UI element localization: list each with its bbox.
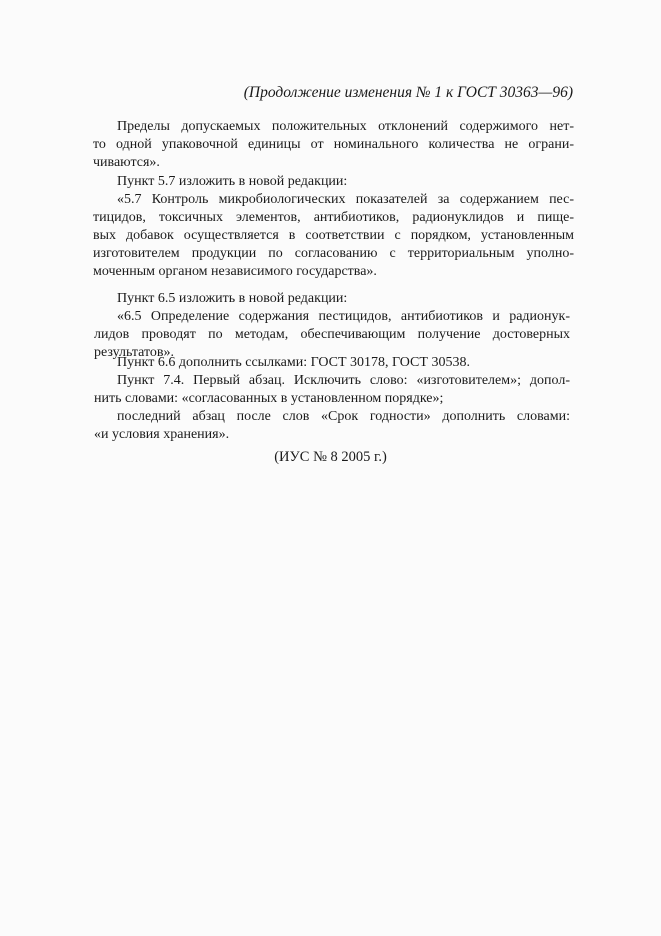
text-line: Пункт 7.4. Первый абзац. Исключить слово: «изготовителем»; допол- [117, 373, 570, 388]
continuation-header: (Продолжение изменения № 1 к ГОСТ 30363—96) [243, 84, 573, 101]
source-reference: (ИУС № 8 2005 г.) [274, 449, 387, 465]
text-line: то одной упаковочной единицы от номинального количества не ограни- [93, 137, 574, 152]
text-line: тицидов, токсичных элементов, антибиотиков, радионуклидов и пище- [93, 210, 574, 225]
text-line: «и условия хранения». [94, 427, 230, 442]
text-line: Пункт 5.7 изложить в новой редакции: [117, 174, 348, 189]
text-line: Пределы допускаемых положительных отклонений содержимого нет- [117, 119, 574, 134]
text-line: последний абзац после слов «Срок годности» дополнить словами: [117, 409, 570, 424]
text-line: моченным органом независимого государства». [93, 264, 377, 279]
text-line: вых добавок осуществляется в соответствии с порядком, установленным [93, 228, 574, 243]
text-line: чиваются». [93, 155, 160, 170]
text-line: «5.7 Контроль микробиологических показателей за содержанием пес- [117, 192, 574, 207]
text-line: нить словами: «согласованных в установленном порядке»; [94, 391, 444, 406]
text-line: «6.5 Определение содержания пестицидов, антибиотиков и радионук- [117, 309, 570, 324]
text-line: лидов проводят по методам, обеспечивающим получение достоверных [94, 327, 570, 342]
text-line: изготовителем продукции по согласованию с территориальным уполно- [93, 246, 574, 261]
text-line: результатов». [94, 345, 175, 360]
text-line: Пункт 6.6 дополнить ссылками: ГОСТ 30178, ГОСТ 30538. [117, 355, 470, 370]
text-line: Пункт 6.5 изложить в новой редакции: [117, 291, 348, 306]
